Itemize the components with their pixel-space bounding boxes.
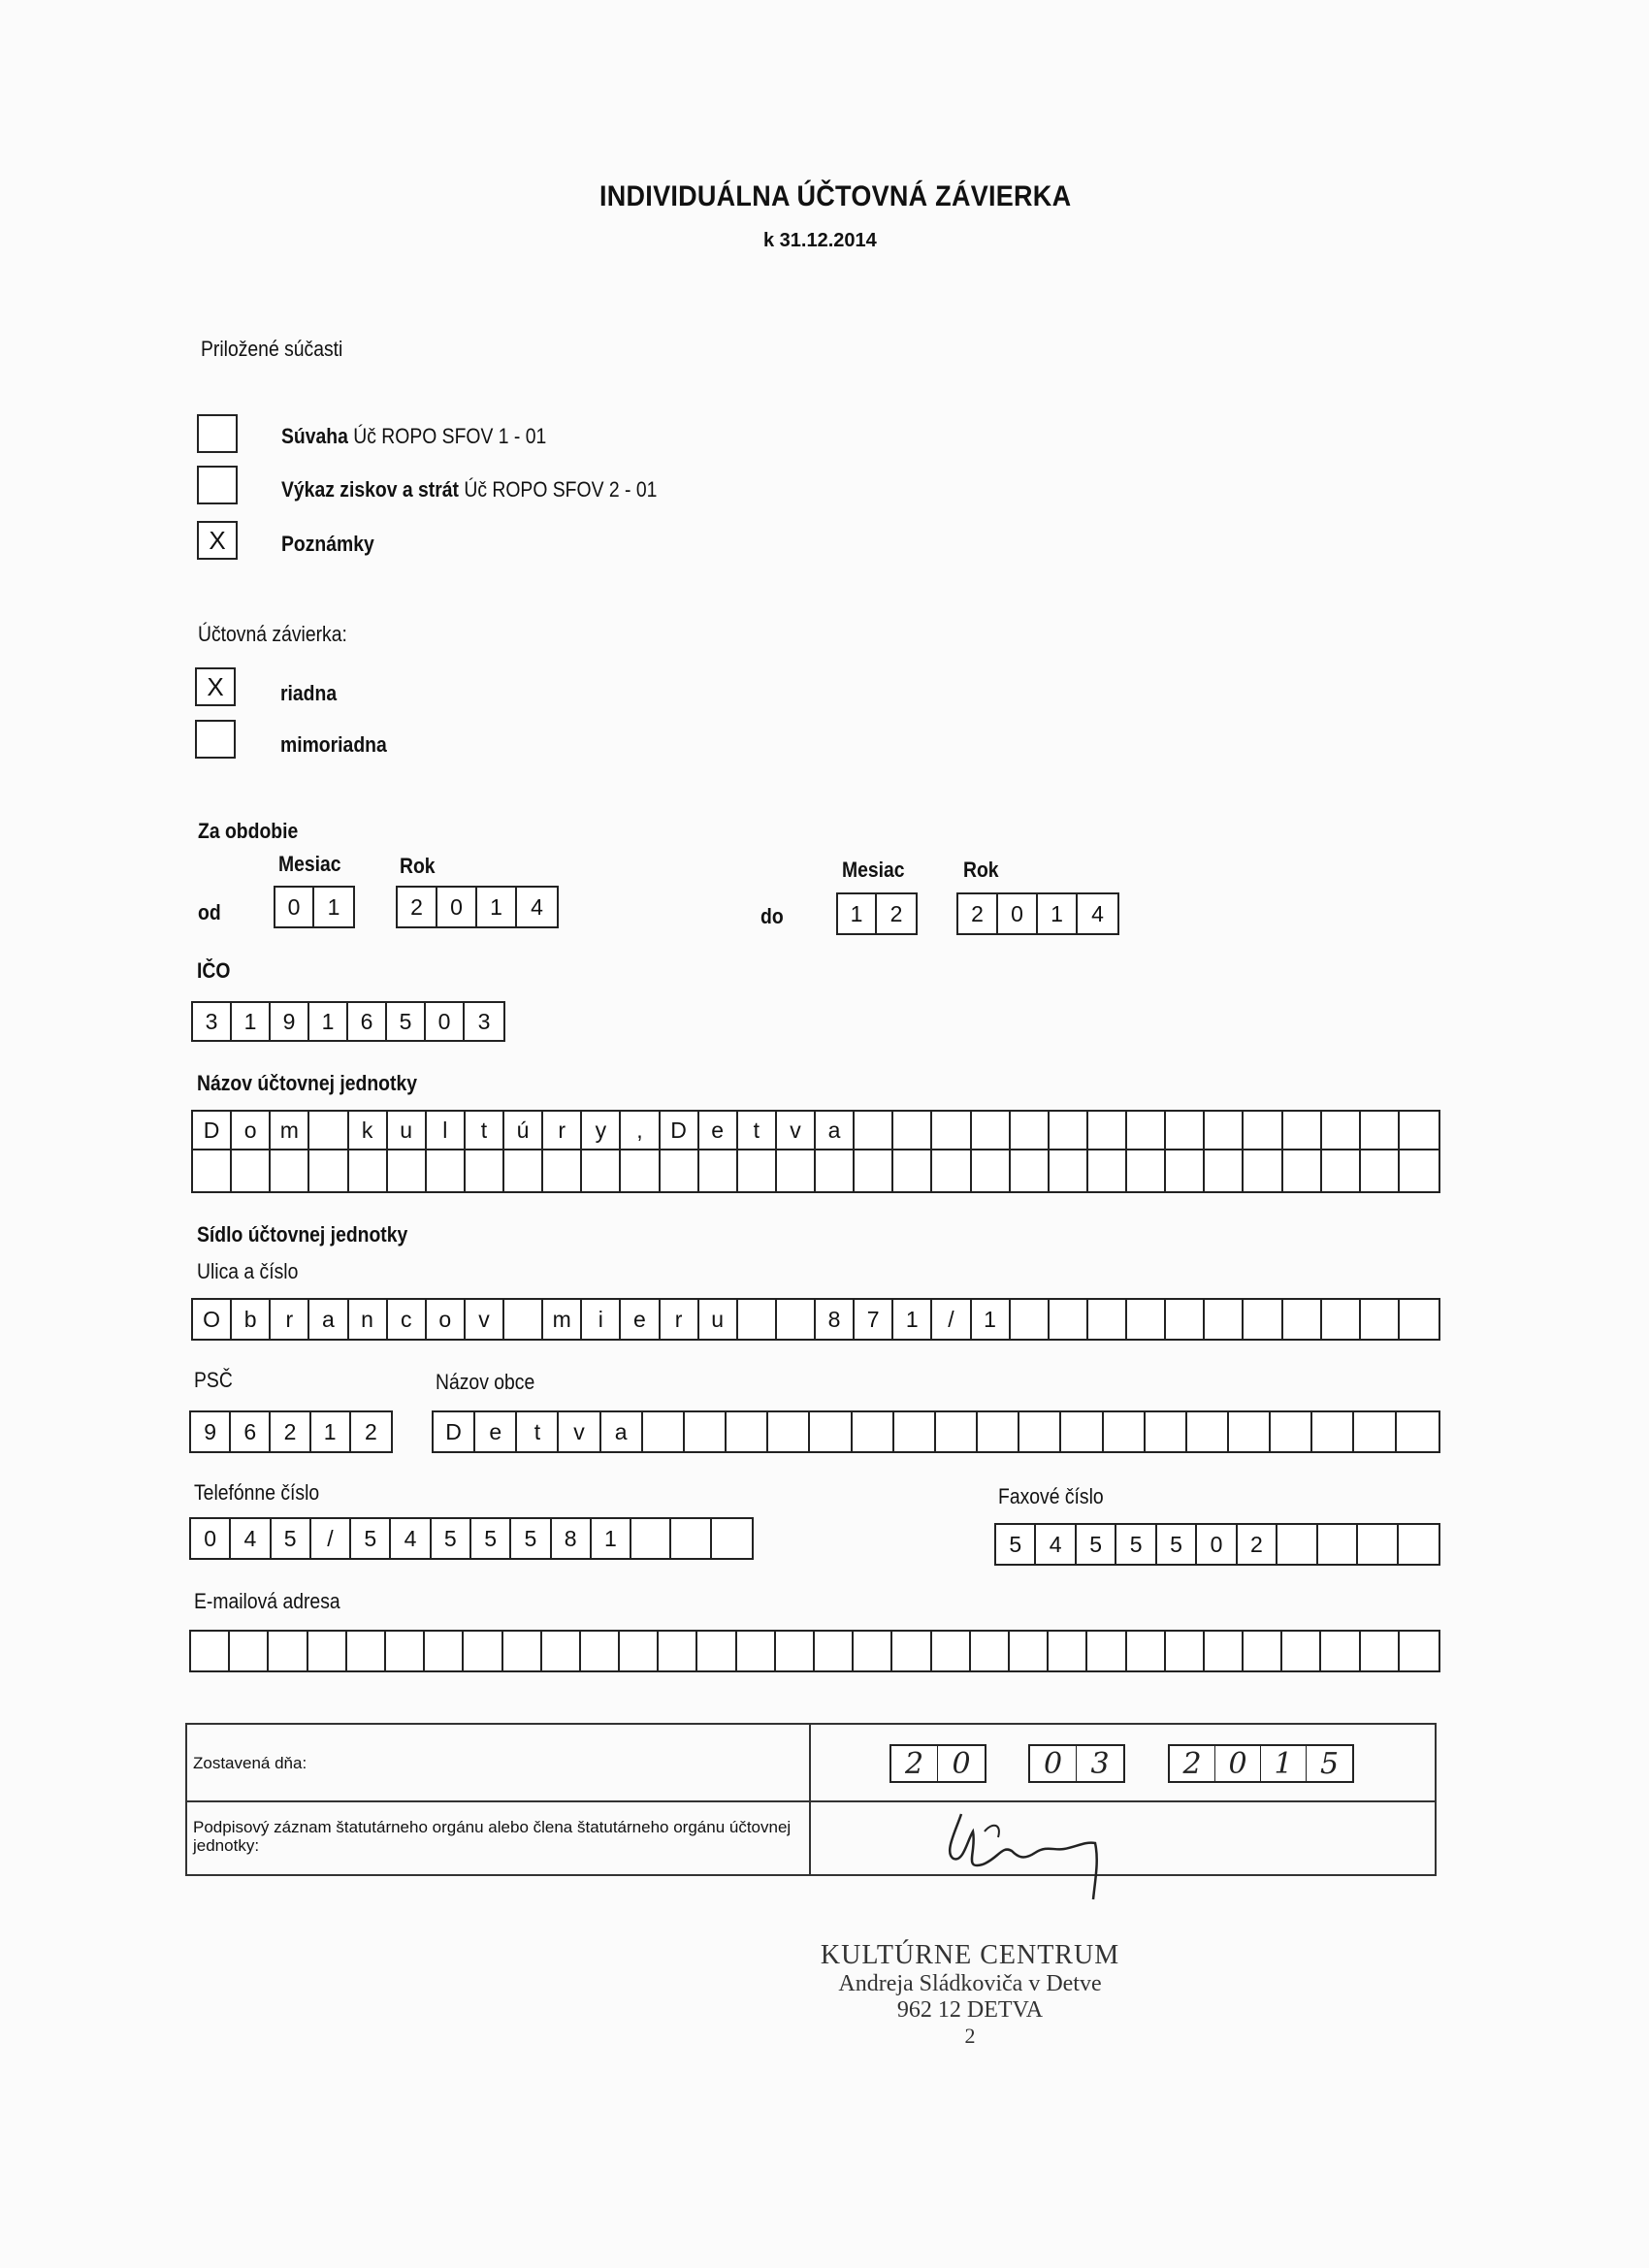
city-field[interactable] xyxy=(432,1410,1440,1453)
city-cell xyxy=(1104,1412,1146,1451)
entity-name-cell xyxy=(855,1150,893,1191)
signoff-divider-vertical xyxy=(809,1725,811,1874)
entity-name-cell xyxy=(1011,1150,1050,1191)
entity-name-cell xyxy=(309,1150,348,1191)
from-year-cell: 2 xyxy=(398,888,437,926)
street-cell: r xyxy=(661,1300,699,1339)
email-cell xyxy=(1282,1632,1321,1670)
fax-cell: 5 xyxy=(1157,1525,1197,1564)
email-cell xyxy=(1166,1632,1205,1670)
fax-cell xyxy=(1318,1525,1358,1564)
entity-name-cell xyxy=(1127,1112,1166,1149)
email-cell xyxy=(1361,1632,1400,1670)
street-cell xyxy=(1088,1300,1127,1339)
ico-cell: 1 xyxy=(232,1003,271,1040)
phone-label: Telefónne číslo xyxy=(194,1480,320,1505)
entity-name-cell xyxy=(1166,1112,1205,1149)
city-cell xyxy=(978,1412,1019,1451)
email-cell xyxy=(932,1632,971,1670)
entity-name-cell xyxy=(893,1112,932,1149)
closing-label-mimoriadna: mimoriadna xyxy=(280,732,387,757)
to-year-label: Rok xyxy=(963,858,999,882)
entity-name-cell: t xyxy=(466,1112,504,1149)
entity-name-cell xyxy=(932,1112,971,1149)
entity-name-cell: t xyxy=(738,1112,777,1149)
compiled-month-field[interactable] xyxy=(1028,1744,1125,1783)
document-date: k 31.12.2014 xyxy=(763,230,877,251)
stamp-line-2: Andreja Sládkoviča v Detve xyxy=(838,1971,1102,1996)
email-cell xyxy=(1321,1632,1360,1670)
email-cell xyxy=(697,1632,736,1670)
street-cell: b xyxy=(232,1300,271,1339)
from-year-cell: 1 xyxy=(477,888,517,926)
entity-name-cell xyxy=(349,1150,388,1191)
email-cell xyxy=(620,1632,659,1670)
entity-name-cell xyxy=(1011,1112,1050,1149)
stamp-line-4: 2 xyxy=(964,2024,976,2048)
city-cell xyxy=(1397,1412,1439,1451)
closing-checkbox-riadna[interactable]: X xyxy=(195,667,236,706)
compiled-year-cell: 2 xyxy=(1170,1746,1215,1781)
entity-name-cell: a xyxy=(816,1112,855,1149)
to-year-cell: 2 xyxy=(958,894,998,933)
city-cell xyxy=(727,1412,768,1451)
entity-name-cell xyxy=(621,1150,660,1191)
city-cell xyxy=(894,1412,936,1451)
entity-name-cell: y xyxy=(582,1112,621,1149)
city-cell xyxy=(936,1412,978,1451)
ico-cell: 5 xyxy=(387,1003,426,1040)
street-cell xyxy=(738,1300,777,1339)
ico-cell: 3 xyxy=(477,1008,491,1034)
street-cell xyxy=(1361,1300,1400,1339)
entity-name-cell xyxy=(543,1150,582,1191)
phone-cell: 5 xyxy=(432,1519,471,1558)
entity-name-cell: ú xyxy=(504,1112,543,1149)
entity-name-cell: D xyxy=(193,1112,232,1149)
fax-cell: 4 xyxy=(1036,1525,1076,1564)
street-label: Ulica a číslo xyxy=(197,1259,299,1283)
psc-cell: 6 xyxy=(231,1412,271,1451)
to-month-field[interactable] xyxy=(836,892,918,935)
attachment-checkbox-vykaz[interactable] xyxy=(197,466,238,504)
from-year-field[interactable] xyxy=(396,886,559,928)
attachment-checkbox-poznamky[interactable]: X xyxy=(197,521,238,560)
email-cell xyxy=(386,1632,425,1670)
street-cell xyxy=(1127,1300,1166,1339)
city-cell: v xyxy=(559,1412,600,1451)
email-cell xyxy=(581,1632,620,1670)
street-cell xyxy=(504,1300,543,1339)
entity-name-cell xyxy=(1127,1150,1166,1191)
compiled-day-cell: 0 xyxy=(952,1746,971,1781)
stamp-line-1: KULTÚRNE CENTRUM xyxy=(820,1940,1120,1970)
compiled-year-cell: 1 xyxy=(1261,1746,1307,1781)
street-cell xyxy=(1244,1300,1282,1339)
entity-name-cell xyxy=(193,1150,232,1191)
fax-cell: 5 xyxy=(996,1525,1036,1564)
compiled-month-cell: 0 xyxy=(1030,1746,1077,1781)
period-heading: Za obdobie xyxy=(198,819,299,843)
email-cell xyxy=(892,1632,931,1670)
email-cell xyxy=(191,1632,230,1670)
city-cell xyxy=(1187,1412,1229,1451)
street-cell xyxy=(777,1300,816,1339)
street-cell: o xyxy=(427,1300,466,1339)
entity-name-cell xyxy=(1088,1150,1127,1191)
fax-cell: 5 xyxy=(1116,1525,1156,1564)
compiled-day-cell: 2 xyxy=(891,1746,938,1781)
entity-name-cell xyxy=(504,1150,543,1191)
psc-label: PSČ xyxy=(194,1368,233,1392)
to-year-field[interactable] xyxy=(956,892,1119,935)
entity-name-cell: e xyxy=(699,1112,738,1149)
to-year-cell: 1 xyxy=(1038,894,1078,933)
email-cell xyxy=(464,1632,502,1670)
entity-name-cell xyxy=(1361,1150,1400,1191)
entity-name-cell xyxy=(1050,1112,1088,1149)
email-cell xyxy=(1049,1632,1087,1670)
entity-name-row-2[interactable] xyxy=(191,1150,1440,1193)
entity-name-label: Názov účtovnej jednotky xyxy=(197,1071,417,1095)
seat-label: Sídlo účtovnej jednotky xyxy=(197,1222,408,1247)
entity-name-cell xyxy=(309,1112,348,1149)
from-year-cell: 4 xyxy=(531,893,543,920)
ico-cell: 9 xyxy=(271,1003,309,1040)
organization-stamp xyxy=(757,1940,1183,2049)
attachment-label-poznamky: Poznámky xyxy=(281,532,374,556)
city-cell: t xyxy=(517,1412,559,1451)
entity-name-cell: u xyxy=(388,1112,427,1149)
city-cell xyxy=(768,1412,810,1451)
phone-cell: 5 xyxy=(511,1519,551,1558)
attachment-label-vykaz: Výkaz ziskov a strát Úč ROPO SFOV 2 - 01 xyxy=(281,477,658,502)
to-year-cell: 4 xyxy=(1091,900,1104,926)
street-cell: / xyxy=(932,1300,971,1339)
street-cell: 7 xyxy=(855,1300,893,1339)
fax-cell: 0 xyxy=(1197,1525,1237,1564)
to-label: do xyxy=(760,904,784,928)
email-cell xyxy=(347,1632,386,1670)
entity-name-cell xyxy=(972,1150,1011,1191)
city-cell xyxy=(1146,1412,1187,1451)
street-cell xyxy=(1166,1300,1205,1339)
street-cell: r xyxy=(271,1300,309,1339)
entity-name-cell: , xyxy=(621,1112,660,1149)
entity-name-cell xyxy=(932,1150,971,1191)
street-cell: m xyxy=(543,1300,582,1339)
entity-name-row-1[interactable] xyxy=(191,1110,1440,1150)
email-label: E-mailová adresa xyxy=(194,1589,340,1613)
email-cell xyxy=(776,1632,815,1670)
phone-cell: 0 xyxy=(191,1519,231,1558)
ico-cell: 3 xyxy=(193,1003,232,1040)
street-cell xyxy=(1283,1300,1322,1339)
phone-cell: 8 xyxy=(552,1519,592,1558)
phone-cell: 4 xyxy=(231,1519,271,1558)
to-month-cell: 2 xyxy=(889,900,903,926)
street-cell: 8 xyxy=(816,1300,855,1339)
compiled-year-cell: 5 xyxy=(1319,1746,1340,1781)
entity-name-cell: l xyxy=(427,1112,466,1149)
ico-cell: 1 xyxy=(309,1003,348,1040)
entity-name-cell: v xyxy=(777,1112,816,1149)
phone-cell: 5 xyxy=(272,1519,311,1558)
email-cell xyxy=(737,1632,776,1670)
entity-name-cell: r xyxy=(543,1112,582,1149)
entity-name-cell xyxy=(1322,1112,1361,1149)
from-year-cell: 0 xyxy=(437,888,477,926)
fax-label: Faxové číslo xyxy=(998,1484,1104,1508)
compiled-day-field[interactable] xyxy=(889,1744,986,1783)
compiled-month-cell: 3 xyxy=(1090,1746,1110,1781)
entity-name-cell xyxy=(777,1150,816,1191)
city-cell xyxy=(1271,1412,1312,1451)
psc-cell: 2 xyxy=(364,1418,377,1444)
signature-scribble-icon xyxy=(934,1802,1128,1909)
entity-name-cell xyxy=(1166,1150,1205,1191)
city-cell xyxy=(853,1412,894,1451)
email-cell xyxy=(503,1632,542,1670)
ico-field[interactable] xyxy=(191,1001,505,1042)
email-cell xyxy=(425,1632,464,1670)
ico-cell: 0 xyxy=(426,1003,465,1040)
entity-name-cell xyxy=(816,1150,855,1191)
email-field[interactable] xyxy=(189,1630,1440,1672)
city-cell: e xyxy=(475,1412,517,1451)
from-month-label: Mesiac xyxy=(278,852,341,876)
email-cell xyxy=(1244,1632,1282,1670)
email-cell xyxy=(1205,1632,1244,1670)
from-month-cell: 1 xyxy=(327,893,340,920)
entity-name-cell xyxy=(1400,1150,1439,1191)
email-cell xyxy=(308,1632,347,1670)
attachment-label-suvaha: Súvaha Úč ROPO SFOV 1 - 01 xyxy=(281,424,547,448)
city-cell xyxy=(1354,1412,1396,1451)
closing-heading: Účtovná závierka: xyxy=(198,622,347,646)
phone-cell xyxy=(671,1519,711,1558)
entity-name-cell xyxy=(893,1150,932,1191)
entity-name-cell xyxy=(1400,1112,1439,1149)
to-month-label: Mesiac xyxy=(842,858,905,882)
closing-checkbox-mimoriadna[interactable] xyxy=(195,720,236,759)
entity-name-cell xyxy=(427,1150,466,1191)
ico-label: IČO xyxy=(197,958,231,983)
signature-label: Podpisový záznam štatutárneho orgánu alebo člena štatutárneho orgánu účtovnej jednotky: xyxy=(193,1818,792,1855)
street-cell xyxy=(1322,1300,1361,1339)
entity-name-cell xyxy=(1088,1112,1127,1149)
street-cell: i xyxy=(582,1300,621,1339)
fax-cell: 2 xyxy=(1238,1525,1277,1564)
phone-cell: 1 xyxy=(592,1519,631,1558)
email-cell xyxy=(269,1632,307,1670)
city-cell xyxy=(643,1412,685,1451)
city-cell: D xyxy=(434,1412,475,1451)
phone-cell: 5 xyxy=(471,1519,511,1558)
entity-name-cell xyxy=(1322,1150,1361,1191)
street-cell: u xyxy=(699,1300,738,1339)
phone-field[interactable] xyxy=(189,1517,754,1560)
street-cell: a xyxy=(309,1300,348,1339)
email-cell xyxy=(854,1632,892,1670)
signoff-divider-horizontal xyxy=(187,1800,1435,1802)
fax-cell xyxy=(1358,1525,1398,1564)
psc-cell: 1 xyxy=(311,1412,351,1451)
ico-cell: 6 xyxy=(348,1003,387,1040)
fax-cell xyxy=(1399,1525,1439,1564)
city-label: Názov obce xyxy=(436,1370,535,1394)
entity-name-cell xyxy=(1361,1112,1400,1149)
street-cell: 1 xyxy=(972,1300,1011,1339)
city-cell xyxy=(1312,1412,1354,1451)
phone-cell xyxy=(712,1519,752,1558)
fax-cell: 5 xyxy=(1077,1525,1116,1564)
phone-cell: / xyxy=(311,1519,351,1558)
psc-field[interactable] xyxy=(189,1410,393,1453)
email-cell xyxy=(815,1632,854,1670)
attachment-checkbox-suvaha[interactable] xyxy=(197,414,238,453)
street-cell: v xyxy=(466,1300,504,1339)
street-cell: n xyxy=(349,1300,388,1339)
email-cell xyxy=(1127,1632,1166,1670)
entity-name-cell xyxy=(1205,1150,1244,1191)
from-month-cell: 0 xyxy=(275,888,314,926)
email-cell xyxy=(1087,1632,1126,1670)
psc-cell: 9 xyxy=(191,1412,231,1451)
to-year-cell: 0 xyxy=(998,894,1038,933)
from-month-field[interactable] xyxy=(274,886,355,928)
street-cell: 1 xyxy=(893,1300,932,1339)
street-cell: c xyxy=(388,1300,427,1339)
entity-name-cell: m xyxy=(271,1112,309,1149)
city-cell xyxy=(1061,1412,1103,1451)
entity-name-cell: k xyxy=(349,1112,388,1149)
email-cell xyxy=(230,1632,269,1670)
city-cell xyxy=(1229,1412,1271,1451)
phone-cell xyxy=(631,1519,671,1558)
document-title: INDIVIDUÁLNA ÚČTOVNÁ ZÁVIERKA xyxy=(599,180,1072,212)
fax-cell xyxy=(1277,1525,1317,1564)
street-cell xyxy=(1400,1300,1439,1339)
compiled-year-field[interactable] xyxy=(1168,1744,1354,1783)
attachments-heading: Priložené súčasti xyxy=(201,337,343,361)
email-cell xyxy=(542,1632,581,1670)
street-cell xyxy=(1050,1300,1088,1339)
entity-name-cell xyxy=(1205,1112,1244,1149)
email-cell xyxy=(1400,1632,1439,1670)
entity-name-cell xyxy=(388,1150,427,1191)
from-year-label: Rok xyxy=(400,854,436,878)
from-label: od xyxy=(198,900,221,924)
closing-label-riadna: riadna xyxy=(280,681,338,705)
entity-name-cell xyxy=(855,1112,893,1149)
phone-cell: 4 xyxy=(391,1519,431,1558)
city-cell xyxy=(685,1412,727,1451)
city-cell: a xyxy=(601,1412,643,1451)
city-cell xyxy=(1019,1412,1061,1451)
street-cell xyxy=(1205,1300,1244,1339)
entity-name-cell: D xyxy=(661,1112,699,1149)
phone-cell: 5 xyxy=(351,1519,391,1558)
entity-name-cell xyxy=(1244,1112,1282,1149)
entity-name-cell xyxy=(661,1150,699,1191)
to-month-cell: 1 xyxy=(838,894,877,933)
psc-cell: 2 xyxy=(271,1412,310,1451)
entity-name-cell: o xyxy=(232,1112,271,1149)
street-field[interactable] xyxy=(191,1298,1440,1341)
street-cell xyxy=(1011,1300,1050,1339)
entity-name-cell xyxy=(1050,1150,1088,1191)
entity-name-cell xyxy=(699,1150,738,1191)
compiled-label: Zostavená dňa: xyxy=(193,1754,307,1772)
email-cell xyxy=(659,1632,697,1670)
entity-name-cell xyxy=(232,1150,271,1191)
signoff-table xyxy=(185,1723,1437,1876)
city-cell xyxy=(810,1412,852,1451)
entity-name-cell xyxy=(1283,1112,1322,1149)
entity-name-cell xyxy=(972,1112,1011,1149)
email-cell xyxy=(1010,1632,1049,1670)
street-cell: e xyxy=(621,1300,660,1339)
fax-field[interactable] xyxy=(994,1523,1440,1566)
entity-name-cell xyxy=(271,1150,309,1191)
stamp-line-3: 962 12 DETVA xyxy=(896,1997,1044,2023)
entity-name-cell xyxy=(582,1150,621,1191)
entity-name-cell xyxy=(1283,1150,1322,1191)
email-cell xyxy=(971,1632,1010,1670)
entity-name-cell xyxy=(466,1150,504,1191)
entity-name-cell xyxy=(738,1150,777,1191)
entity-name-cell xyxy=(1244,1150,1282,1191)
compiled-year-cell: 0 xyxy=(1215,1746,1261,1781)
street-cell: O xyxy=(193,1300,232,1339)
